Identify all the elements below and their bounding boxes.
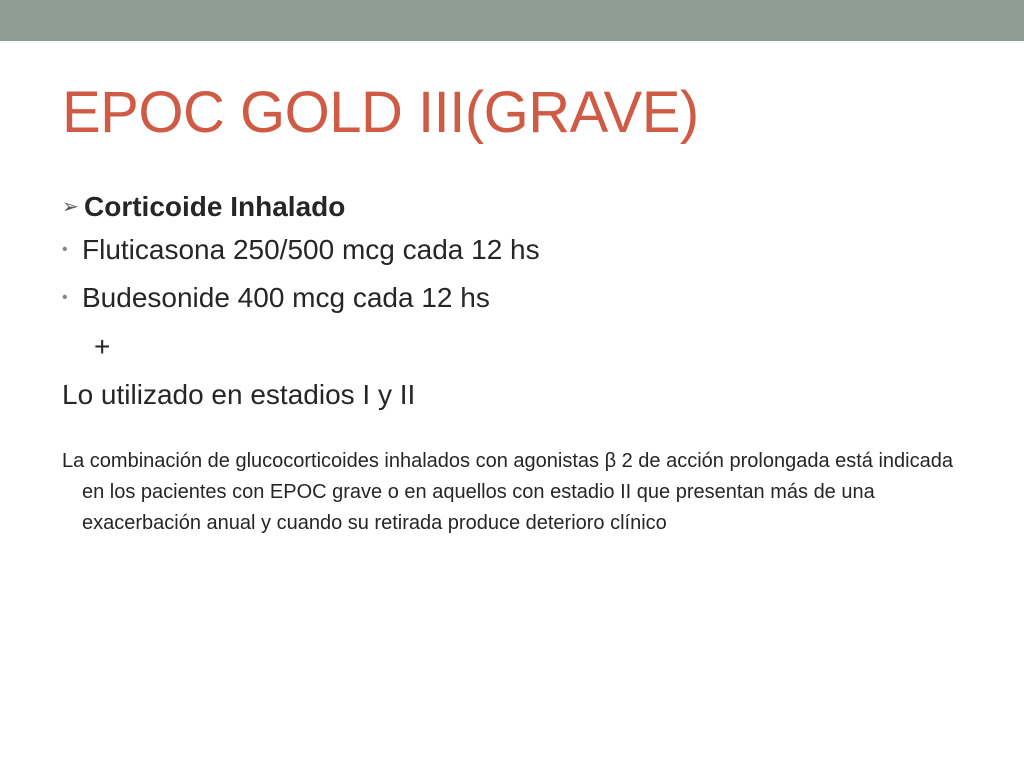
slide-content <box>62 188 962 559</box>
bullet-dot-icon: • <box>62 241 68 258</box>
followup-text: Lo utilizado en estadios I y II <box>62 379 416 410</box>
list-item <box>62 274 962 322</box>
list-item-text: Budesonide 400 mcg cada 12 hs <box>82 282 490 313</box>
slide-title: EPOC GOLD III(GRAVE) <box>62 80 699 145</box>
arrow-bullet-icon: ➢ <box>62 196 79 218</box>
plus-sign: + <box>94 331 111 362</box>
list-item <box>62 226 962 274</box>
list-item-text: Fluticasona 250/500 mcg cada 12 hs <box>82 234 540 265</box>
top-accent-bar <box>0 0 1024 41</box>
explanatory-paragraph: La combinación de glucocorticoides inhalados con agonistas β 2 de acción prolongada está indicada en los pacientes con EPOC grave o en aquellos con estadio II que presentan más de una exacerbación anual y cuando su retirada produce deterioro clínico <box>62 450 953 534</box>
section-heading-text: Corticoide Inhalado <box>84 191 346 222</box>
bullet-dot-icon: • <box>62 289 68 306</box>
section-heading <box>62 188 962 226</box>
